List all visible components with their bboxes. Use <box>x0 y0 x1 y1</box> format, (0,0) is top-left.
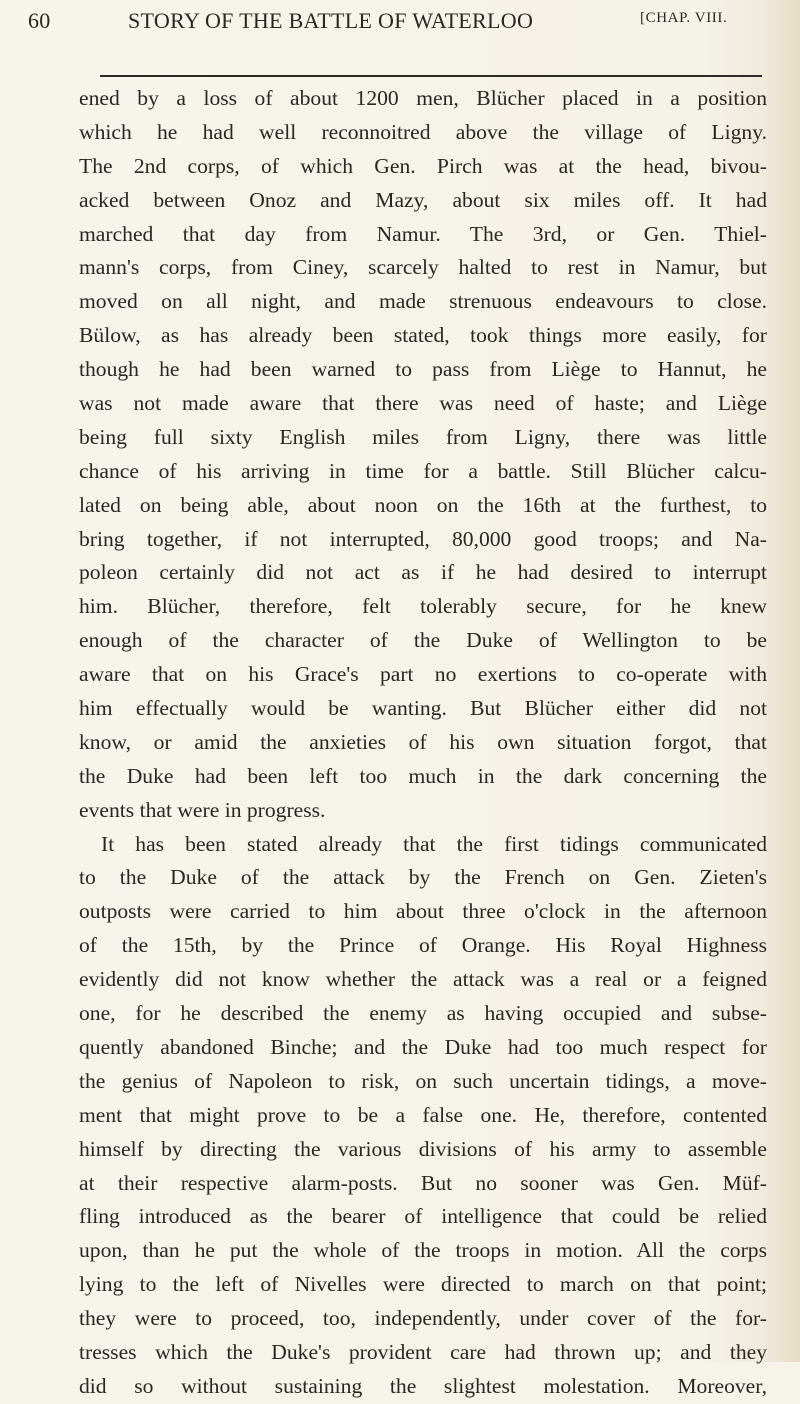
text-line: himself by directing the various divisions of his army to assemble <box>79 1136 767 1161</box>
text-line: ment that might prove to be a false one. He, therefore, contented <box>79 1102 767 1127</box>
running-header <box>28 6 776 46</box>
text-line: upon, than he put the whole of the troops in motion. All the corps <box>79 1238 767 1263</box>
header-rule <box>100 75 762 77</box>
text-line: lated on being able, about noon on the 16th at the furthest, to <box>79 492 767 517</box>
chapter-reference: [CHAP. VIII. <box>640 10 728 26</box>
text-line: tresses which the Duke's provident care had thrown up; and they <box>79 1339 767 1364</box>
text-line: him effectually would be wanting. But Blücher either did not <box>79 696 767 721</box>
text-line: bring together, if not interrupted, 80,000 good troops; and Na- <box>79 526 767 551</box>
text-line: outposts were carried to him about three o'clock in the afternoon <box>79 899 767 924</box>
text-line: ened by a loss of about 1200 men, Blücher placed in a position <box>79 86 767 110</box>
text-line: quently abandoned Binche; and the Duke had too much respect for <box>79 1034 767 1059</box>
text-line: fling introduced as the bearer of intelligence that could be relied <box>79 1204 767 1229</box>
paragraph-end-line: events that were in progress. <box>79 797 326 822</box>
text-line: lying to the left of Nivelles were directed to march on that point; <box>79 1272 767 1297</box>
text-line: acked between Onoz and Mazy, about six miles off. It had <box>79 187 767 212</box>
text-line: marched that day from Namur. The 3rd, or Gen. Thiel- <box>79 221 767 246</box>
text-line: which he had well reconnoitred above the village of Ligny. <box>79 119 767 144</box>
text-line: did so without sustaining the slightest molestation. Moreover, <box>79 1373 767 1398</box>
text-line: mann's corps, from Ciney, scarcely halted to rest in Namur, but <box>79 255 767 280</box>
text-line: at their respective alarm-posts. But no sooner was Gen. Müf- <box>79 1170 767 1195</box>
text-line: the genius of Napoleon to risk, on such uncertain tidings, a move- <box>79 1068 767 1093</box>
running-title: STORY OF THE BATTLE OF WATERLOO <box>128 8 534 33</box>
text-line: was not made aware that there was need of haste; and Liège <box>79 391 767 416</box>
text-line: chance of his arriving in time for a battle. Still Blücher calcu- <box>79 458 767 483</box>
text-line: The 2nd corps, of which Gen. Pirch was at the head, bivou- <box>79 153 767 178</box>
text-line: aware that on his Grace's part no exertions to co-operate with <box>79 662 767 687</box>
page-number: 60 <box>28 8 51 33</box>
text-line: him. Blücher, therefore, felt tolerably secure, for he knew <box>79 594 767 619</box>
paragraph-start-line: It has been stated already that the first tidings communicated <box>101 831 767 856</box>
body-text <box>79 82 767 1404</box>
text-line: poleon certainly did not act as if he had desired to interrupt <box>79 560 767 585</box>
text-line: Bülow, as has already been stated, took things more easily, for <box>79 323 767 348</box>
text-line: evidently did not know whether the attack was a real or a feigned <box>79 967 767 992</box>
text-line: to the Duke of the attack by the French on Gen. Zieten's <box>79 865 767 890</box>
text-line: of the 15th, by the Prince of Orange. His Royal Highness <box>79 933 767 958</box>
text-line: moved on all night, and made strenuous endeavours to close. <box>79 289 767 314</box>
text-line: one, for he described the enemy as having occupied and subse- <box>79 1001 767 1026</box>
text-line: enough of the character of the Duke of Wellington to be <box>79 628 767 653</box>
text-line: though he had been warned to pass from Liège to Hannut, he <box>79 357 767 382</box>
text-line: they were to proceed, too, independently, under cover of the for- <box>79 1306 767 1331</box>
text-line: being full sixty English miles from Ligny, there was little <box>79 424 767 449</box>
text-line: the Duke had been left too much in the dark concerning the <box>79 763 767 788</box>
text-line: know, or amid the anxieties of his own situation forgot, that <box>79 729 767 754</box>
